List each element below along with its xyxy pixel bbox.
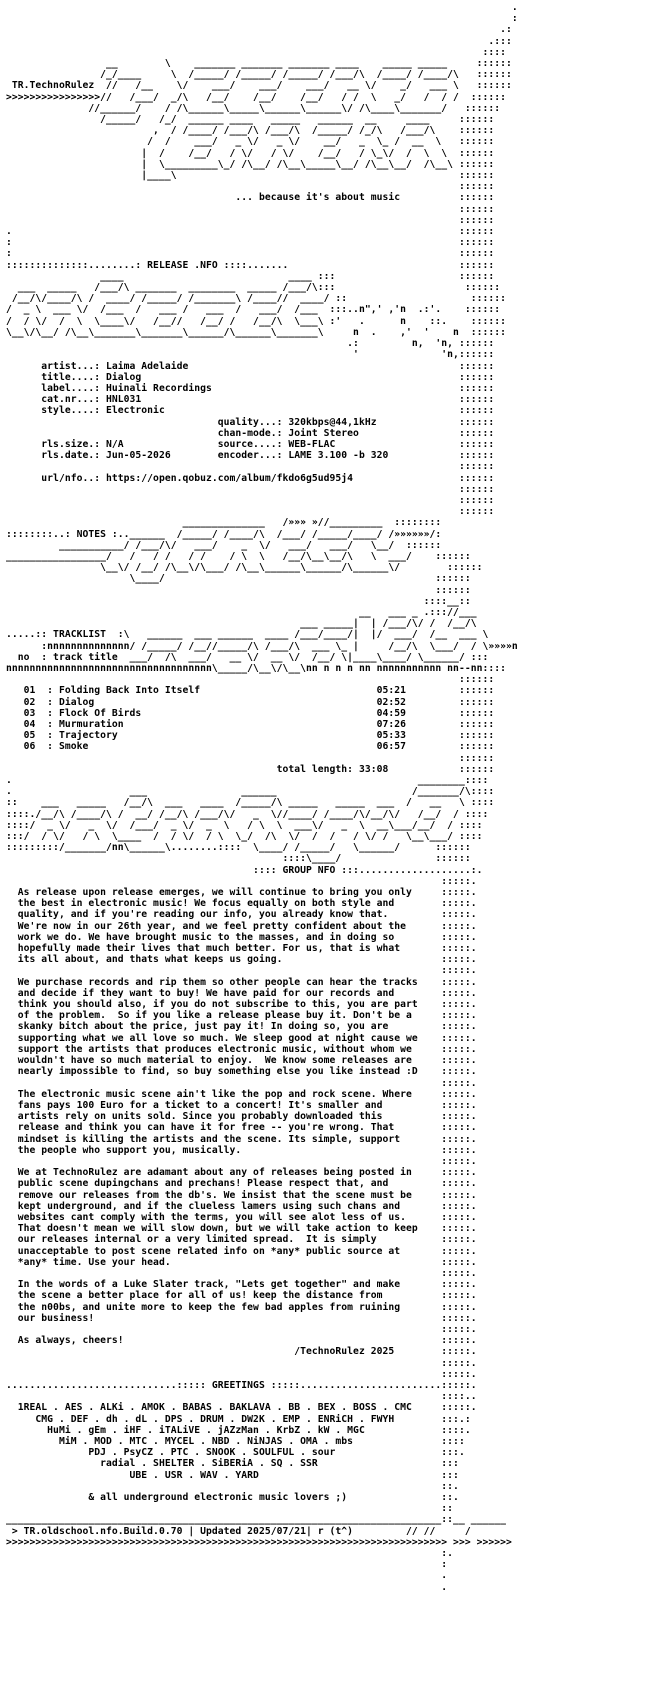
nfo-document: . : .: .::: :::: __ \ _______ _______ _______ ____ _____ _____ :::::: /_/____ \ /_____/ /_____/ /_____/ /___/\ /____/ /____/\ :::::: TR.TechnoRulez // /__ \/ ___/ ___/ ___/ __ \/ _/ ___ \ :::::: >>>>>>>>>>>>>>>>// /___/ _/\ /__/ /__/ /__/ / / \ _/ / / / :::::: //______/ / /\______\_____\______\______\/ /\____\_______/ :::::: /_____/ /_/ ______ ____ _____ ______ __ ____ :::::: , / /____/ /___/\ /___/\ /_____/ /_/\ /___/\ :::::: / / ___/ _ \/ _ \/ __/ _ \_ / __ \ :::::: | / /__/ / \/ / \/ /__/ / \_\/ / \ \ :::::: | \_________\_/ /\__/ /\__\_____\__/ /\__\__/ /\__\ :::::: |____\ :::::: :::::: ... because it's about music :::::: :::::: :::::: . :::::: : :::::: : :::::: ::::::::::::::........: RELEASE .NFO ::::....... :::::: ____ ____ ::: :::::: ___ _____ /___/\ _______ ________ _____ /___/\::: :::::: /__/\/____/\ / ____/ /_____/ /_______\ /____// ____/ :: :::::: / _ \ ___ \/ /___ / ___ / ___ / ___/ /___ :::..n",' ,'n .:'. :::::: / / \/ / \ \____\/ /__// /__/ / /__/\ \___\ :' . n ::. :::::: \__\/\__/ /\__\_______\_______\______/\______\_______\ n . ,' ' n :::::: .: n, 'n, :::::: ' 'n,:::::: artist...: Laima Adelaide :::::: title....: Dialog :::::: label....: Huinali Recordings :::::: cat.nr...: HNL031 :::::: style....: Electronic :::::: quality...: 320kbps@44,1kHz :::::: chan-mode.: Joint Stereo :::::: rls.size.: N/A source....: WEB-FLAC :::::: rls.date.: Jun-05-2026 encoder...: LAME 3.100 -b 320 :::::: :::::: url/nfo..: https://open.qobuz.com/album/fkdo6g5ud95j4 :::::: :::::: :::::: :::::: ______________ /»»» »//_________ :::::::: ::::::::..: NOTES :..______ /_____/ /____/\ /___/ /_____/____/ /»»»»»»/: ___________/ /___/\/ ___/ _ \/ ___/ ___/ \__/ :::::: _________________/ / / / / / / \ \ /__/\__\__/\ \ ___/ :::::: \__\/ /__/ /\__\/\___/ /\__\______\______/\______\/ :::::: \____/ :::::: :::::: ::::__:: __ ___ _ .::://___ ___ _____| | /___/\/ / /__/\ .....:: TRACKLIST :\ ______ ___ ______ ____ /___/____/| |/ ___/ /__ ___ \ :nnnnnnnnnnnnnn/ /_____/ /__//_____/\ /___/\ ___ \_ | /__/\ \___/ / \»»»»n no : track title ___/ /\ ___/ __ \/ __ \/ /__/ \|____\____/ \______/ ::: nnnnnnnnnnnnnnnnnnnnnnnnnnnnnnnnnnn\_____/\__\/\__\nn n n n nn nnnnnnnnnnn nn--nn:::: :::::: 01 : Folding Back Into Itself 05:21 :::::: 02 : Dialog 02:52 :::::: 03 : Flock Of Birds 04:59 :::::: 04 : Murmuration 07:26 :::::: 05 : Trajectory 05:33 :::::: 06 : Smoke 06:57 :::::: :::::: total length: 33:08 :::::: . ________:::: . ___ ______ /_______/\:::: :: ___ _____ /__/\ ___ ____ /_____/\ _____ _____ ___ / __ \ :::: ::::./__/\ /____/\ / __/ /__/\ /___/\/ _ \//____/ /____/\/__/\/ /__/ / :::: ::::/ _ \/ _ \/ /___/ _ \/ _ \ / \ \ ___\/ _ \ __\___/__/ / :::: :::/ / \/ / \ \____ / / \/ / \ \_/ /\ \/ / / / \/ / \__\___/ :::: :::::::::/_______/nn\______\........:::: \____/ /_____/ \______/ :::::: ::::\____/ :::::: :::: GROUP NFO :::...................:. :::::. As release upon release emerges, we will continue to bring you only :::::. the best in electronic music! We focus equally on both style and :::::. quality, and if you're reading our info, you already know that. :::::. We're now in our 26th year, and we feel pretty confident about the :::::. work we do. We have brought music to the masses, and in doing so :::::. hopefully made their lives that much better. For us, that is what :::::. its all about, and thats what keeps us going. :::::. :::::. We purchase records and rip them so other people can hear the tracks :::::. and decide if they want to buy! We have paid for our records and :::::. think you should also, if you do not subscribe to this, you are part :::::. of the problem. So if you like a release please buy it. Don't be a :::::. skanky bitch about the price, just pay it! In doing so, you are :::::. supporting what we all love so much. We sleep good at night cause we :::::. support the artists that produces electronic music, without whom we :::::. wouldn't have so much material to enjoy. We know some releases are :::::. nearly impossible to find, so buy something else you like instead :D :::::. :::::. The electronic music scene ain't like the pop and rock scene. Where :::::. fans pays 100 Euro for a ticket to a concert! It's smaller and :::::. artists rely on units sold. Since you probably downloaded this :::::. release and think you can have it for free -- you're wrong. That :::::. mindset is killing the artists and the scene. Its simple, support :::::. the people who support you, musically. :::::. :::::. We at TechnoRulez are adamant about any of releases being posted in :::::. public scene dupingchans and prechans! Please respect that, and :::::. remove our releases from the db's. We insist that the scene must be :::::. kept underground, and if the clueless lamers using such chans and :::::. websites cant comply with the terms, you will see alot less of us. :::::. That doesn't mean we will slow down, but we will take action to keep :::::. our releases internal or a very limited spread. It is simply :::::. unacceptable to post scene related info on *any* public source at :::::. *any* time. Use your head. :::::. :::::. In the words of a Luke Slater track, "Lets get together" and make :::::. the scene a better place for all of us! keep the distance from :::::. the n00bs, and unite more to keep the few bad apples from ruining :::::. our business! :::::. :::::. As always, cheers! :::::. /TechnoRulez 2025 :::::. :::::. :::::. .............................::::: GREETINGS :::::........................:::::. ::::.. 1REAL . AES . ALKi . AMOK . BABAS . BAKLAVA . BB . BEX . BOSS . CMC :::::. CMG . DEF . dh . dL . DPS . DRUM . DW2K . EMP . ENRiCH . FWYH :::.: HuMi . gEm . iHF . iTALiVE . jAZzMan . KrbZ . kW . MGC ::::. MiM . MOD . MTC . MYCEL . NBD . NiNJAS . OMA . mbs :::: PDJ . PsyCZ . PTC . SNOOK . SOULFUL . sour :::. radial . SHELTER . SiBERiA . SQ . SSR ::: UBE . USR . WAV . YARD ::: ::. & all underground electronic music lovers ;) ::. :: __________________________________________________________________________::__ ______ > TR.oldschool.nfo.Build.0.70 | Updated 2025/07/21| r (t^) // // / >>>>>>>>>>>>>>>>>>>>>>>>>>>>>>>>>>>>>>>>>>>>>>>>>>>>>>>>>>>>>>>>>>>>>>>>>>> >>> >>>>>> :. : . . (6, 2, 518, 1593)
